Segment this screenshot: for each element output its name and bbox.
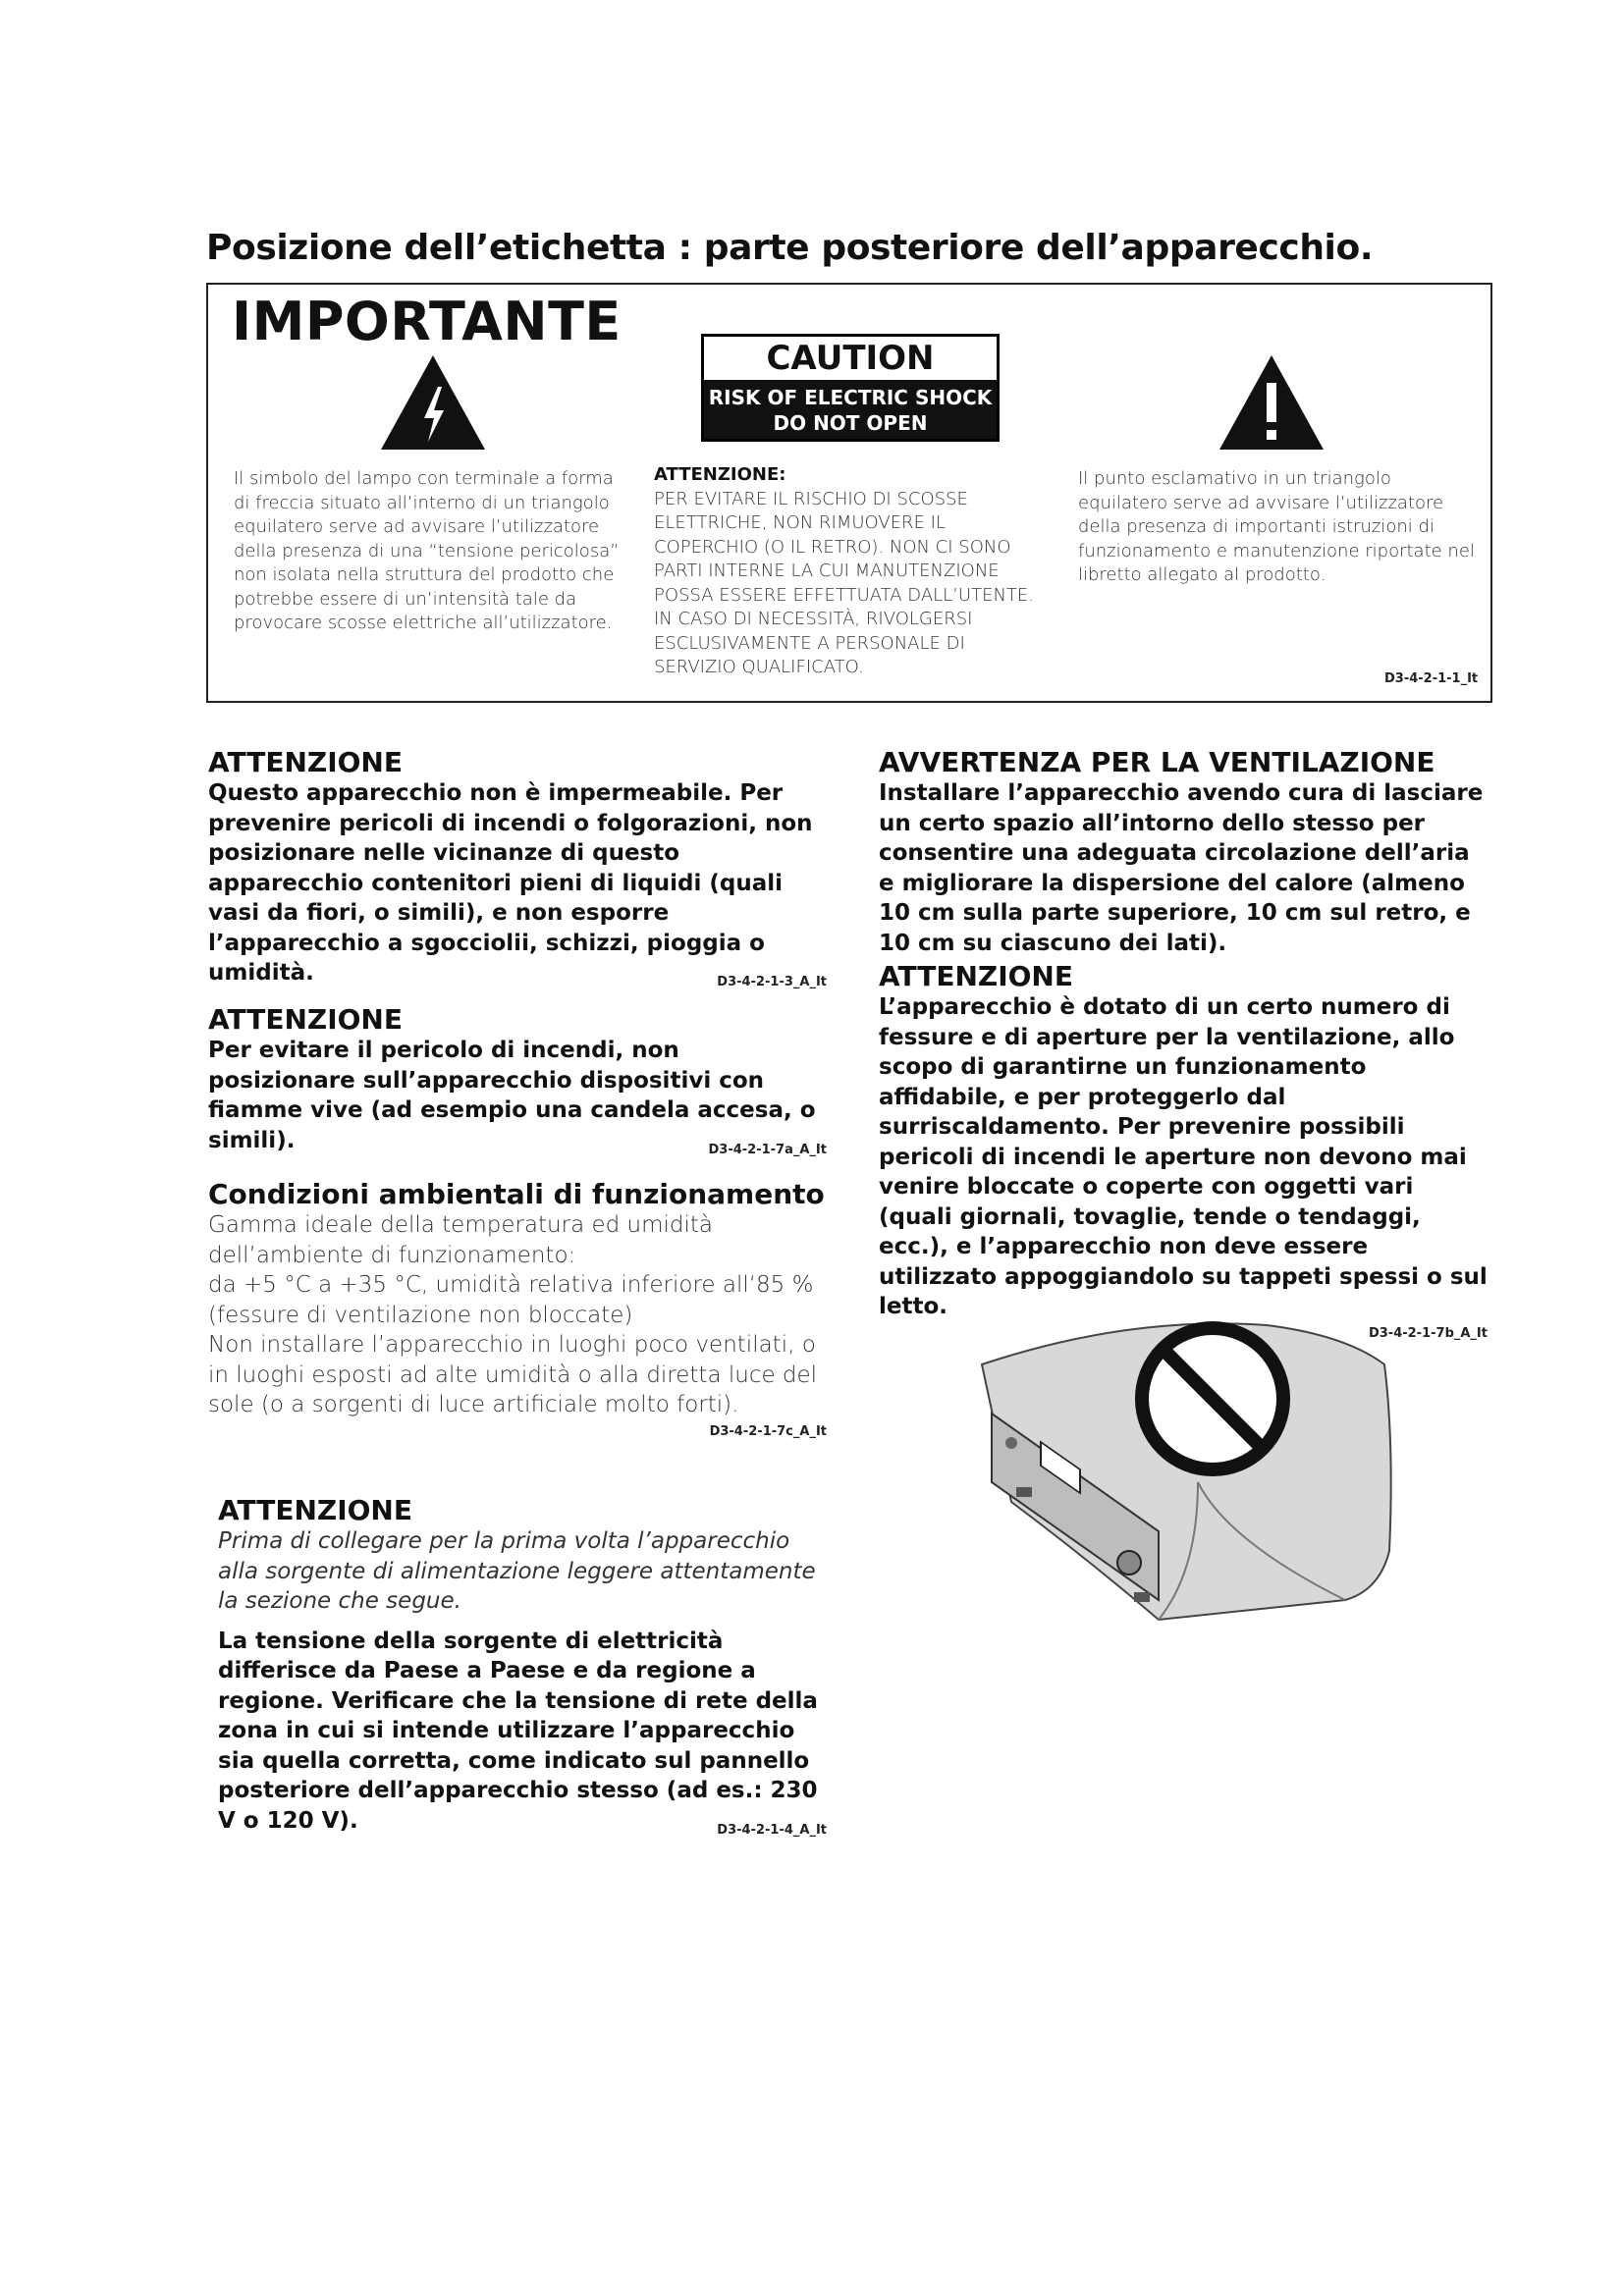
left-section-1 bbox=[208, 746, 827, 998]
caution-band bbox=[704, 380, 997, 439]
section-title: ATTENZIONE bbox=[218, 1494, 412, 1526]
right-section-2 bbox=[879, 960, 1488, 1341]
section-title: AVVERTENZA PER LA VENTILAZIONE bbox=[879, 746, 1435, 778]
section-text: Per evitare il pericolo di incendi, non posizionare sull’apparecchio dispositivi con fiamme vive (ad esempio una candela accesa, o simili). D3-4-2-1-7a_A_It bbox=[208, 1036, 827, 1155]
section-text: L’apparecchio è dotato di un certo numero di fessure e di aperture per la ventilazione, allo scopo di garantirne un funzionamento affidabile, e per proteggerlo dal surriscaldamento. Per prevenire possibili pericoli di incendi le aperture non devono mai venire bloccate o coperte con oggetti vari (quali giornali, tovaglie, tende o tendaggi, ecc.), e l’apparecchio non deve essere utilizzato appoggiandolo su tappeti spessi o sul letto. bbox=[879, 994, 1488, 1319]
section-text-3: Non installare l’apparecchio in luoghi poco ventilati, o in luoghi esposti ad alte umidità o alla diretta luce del sole (o a sorgenti di luce artificiale molto forti). bbox=[208, 1332, 818, 1417]
section-text-1: Gamma ideale della temperatura ed umidità dell’ambiente di funzionamento: bbox=[208, 1212, 714, 1268]
prohibited-icon bbox=[1142, 1328, 1283, 1469]
caution-line-2: DO NOT OPEN bbox=[773, 411, 928, 435]
caution-middle-block bbox=[654, 463, 1047, 680]
caution-middle-text: PER EVITARE IL RISCHIO DI SCOSSE ELETTRICHE, NON RIMUOVERE IL COPERCHIO (O IL RETRO). NON CI SONO PARTI INTERNE LA CUI MANUTENZIONE POSSA ESSERE EFFETTUATA DALL’UTENTE. IN CASO DI NECESSITÀ, RIVOLGERSI ESCLUSIVAMENTE A PERSONALE DI SERVIZIO QUALIFICATO. bbox=[654, 488, 1035, 677]
right-section-1 bbox=[879, 746, 1488, 958]
exclamation-warning-icon bbox=[1218, 353, 1326, 452]
section-text: La tensione della sorgente di elettricità differisce da Paese a Paese e da regione a regione. Verificare che la tensione di rete della zona in cui si intende utilizzare l’apparecchio sia quella corretta, come indicato sul pannello posteriore dell’apparecchio stesso (ad es.: 230 V o 120 V). D3-4-2-1-4_A_It bbox=[218, 1627, 827, 1837]
section-title: ATTENZIONE bbox=[879, 960, 1073, 992]
caution-label bbox=[701, 334, 1000, 442]
section-title: Condizioni ambientali di funzionamento bbox=[208, 1178, 825, 1210]
section-text: Questo apparecchio non è impermeabile. Per prevenire pericoli di incendi o folgorazioni, non posizionare nelle vicinanze di questo apparecchio contenitori pieni di liquidi (quali vasi da fiori, o simili), e non esporre l’apparecchio a sgocciolii, schizzi, pioggia o umidità. D3-4-2-1-3_A_It bbox=[208, 778, 827, 988]
left-section-3 bbox=[208, 1178, 827, 1439]
section-title: ATTENZIONE bbox=[208, 1003, 403, 1036]
section-code: D3-4-2-1-7a_A_It bbox=[708, 1142, 827, 1157]
section-title: ATTENZIONE bbox=[208, 746, 403, 778]
section-text: Installare l’apparecchio avendo cura di lasciare un certo spazio all’intorno dello stesso per consentire una adeguata circolazione dell’aria e migliorare la dispersione del calore (almeno 10 cm sulla parte superiore, 10 cm sul retro, e 10 cm su ciascuno dei lati). bbox=[879, 780, 1484, 956]
importante-heading: IMPORTANTE bbox=[232, 291, 622, 352]
section-text-2: da +5 °C a +35 °C, umidità relativa inferiore all‘85 % (fessure di ventilazione non bloccate) bbox=[208, 1272, 814, 1328]
lightning-symbol-text: Il simbolo del lampo con terminale a forma di freccia situato all’interno di un triangolo equilatero serve ad avvisare l’utilizzatore della presenza di una “tensione pericolosa” non isolata nella struttura del prodotto che potrebbe essere di un’intensità tale da provocare scosse elettriche all’utilizzatore. bbox=[234, 468, 620, 633]
section-code: D3-4-2-1-3_A_It bbox=[717, 975, 827, 989]
section-code: D3-4-2-1-7b_A_It bbox=[1368, 1325, 1488, 1341]
caution-title: CAUTION bbox=[766, 339, 935, 378]
importante-code: D3-4-2-1-1_It bbox=[1384, 671, 1479, 686]
caution-line-1: RISK OF ELECTRIC SHOCK bbox=[708, 386, 993, 409]
page-title: Posizione dell’etichetta : parte posteriore dell’apparecchio. bbox=[206, 228, 1374, 268]
section-code: D3-4-2-1-4_A_It bbox=[717, 1822, 827, 1838]
lightning-warning-icon bbox=[379, 353, 487, 452]
exclamation-symbol-text: Il punto esclamativo in un triangolo equilatero serve ad avvisare l’utilizzatore della presenza di importanti istruzioni di funzionamento e manutenzione riportate nel libretto allegato al prodotto. bbox=[1078, 468, 1475, 585]
caution-middle-label: ATTENZIONE: bbox=[654, 464, 786, 485]
covered-device-illustration bbox=[972, 1306, 1404, 1629]
left-section-4 bbox=[218, 1494, 827, 1845]
section-code: D3-4-2-1-7c_A_It bbox=[709, 1423, 827, 1439]
section-italic: Prima di collegare per la prima volta l’apparecchio alla sorgente di alimentazione leggere attentamente la sezione che segue. bbox=[218, 1528, 816, 1614]
left-section-2 bbox=[208, 1003, 827, 1165]
